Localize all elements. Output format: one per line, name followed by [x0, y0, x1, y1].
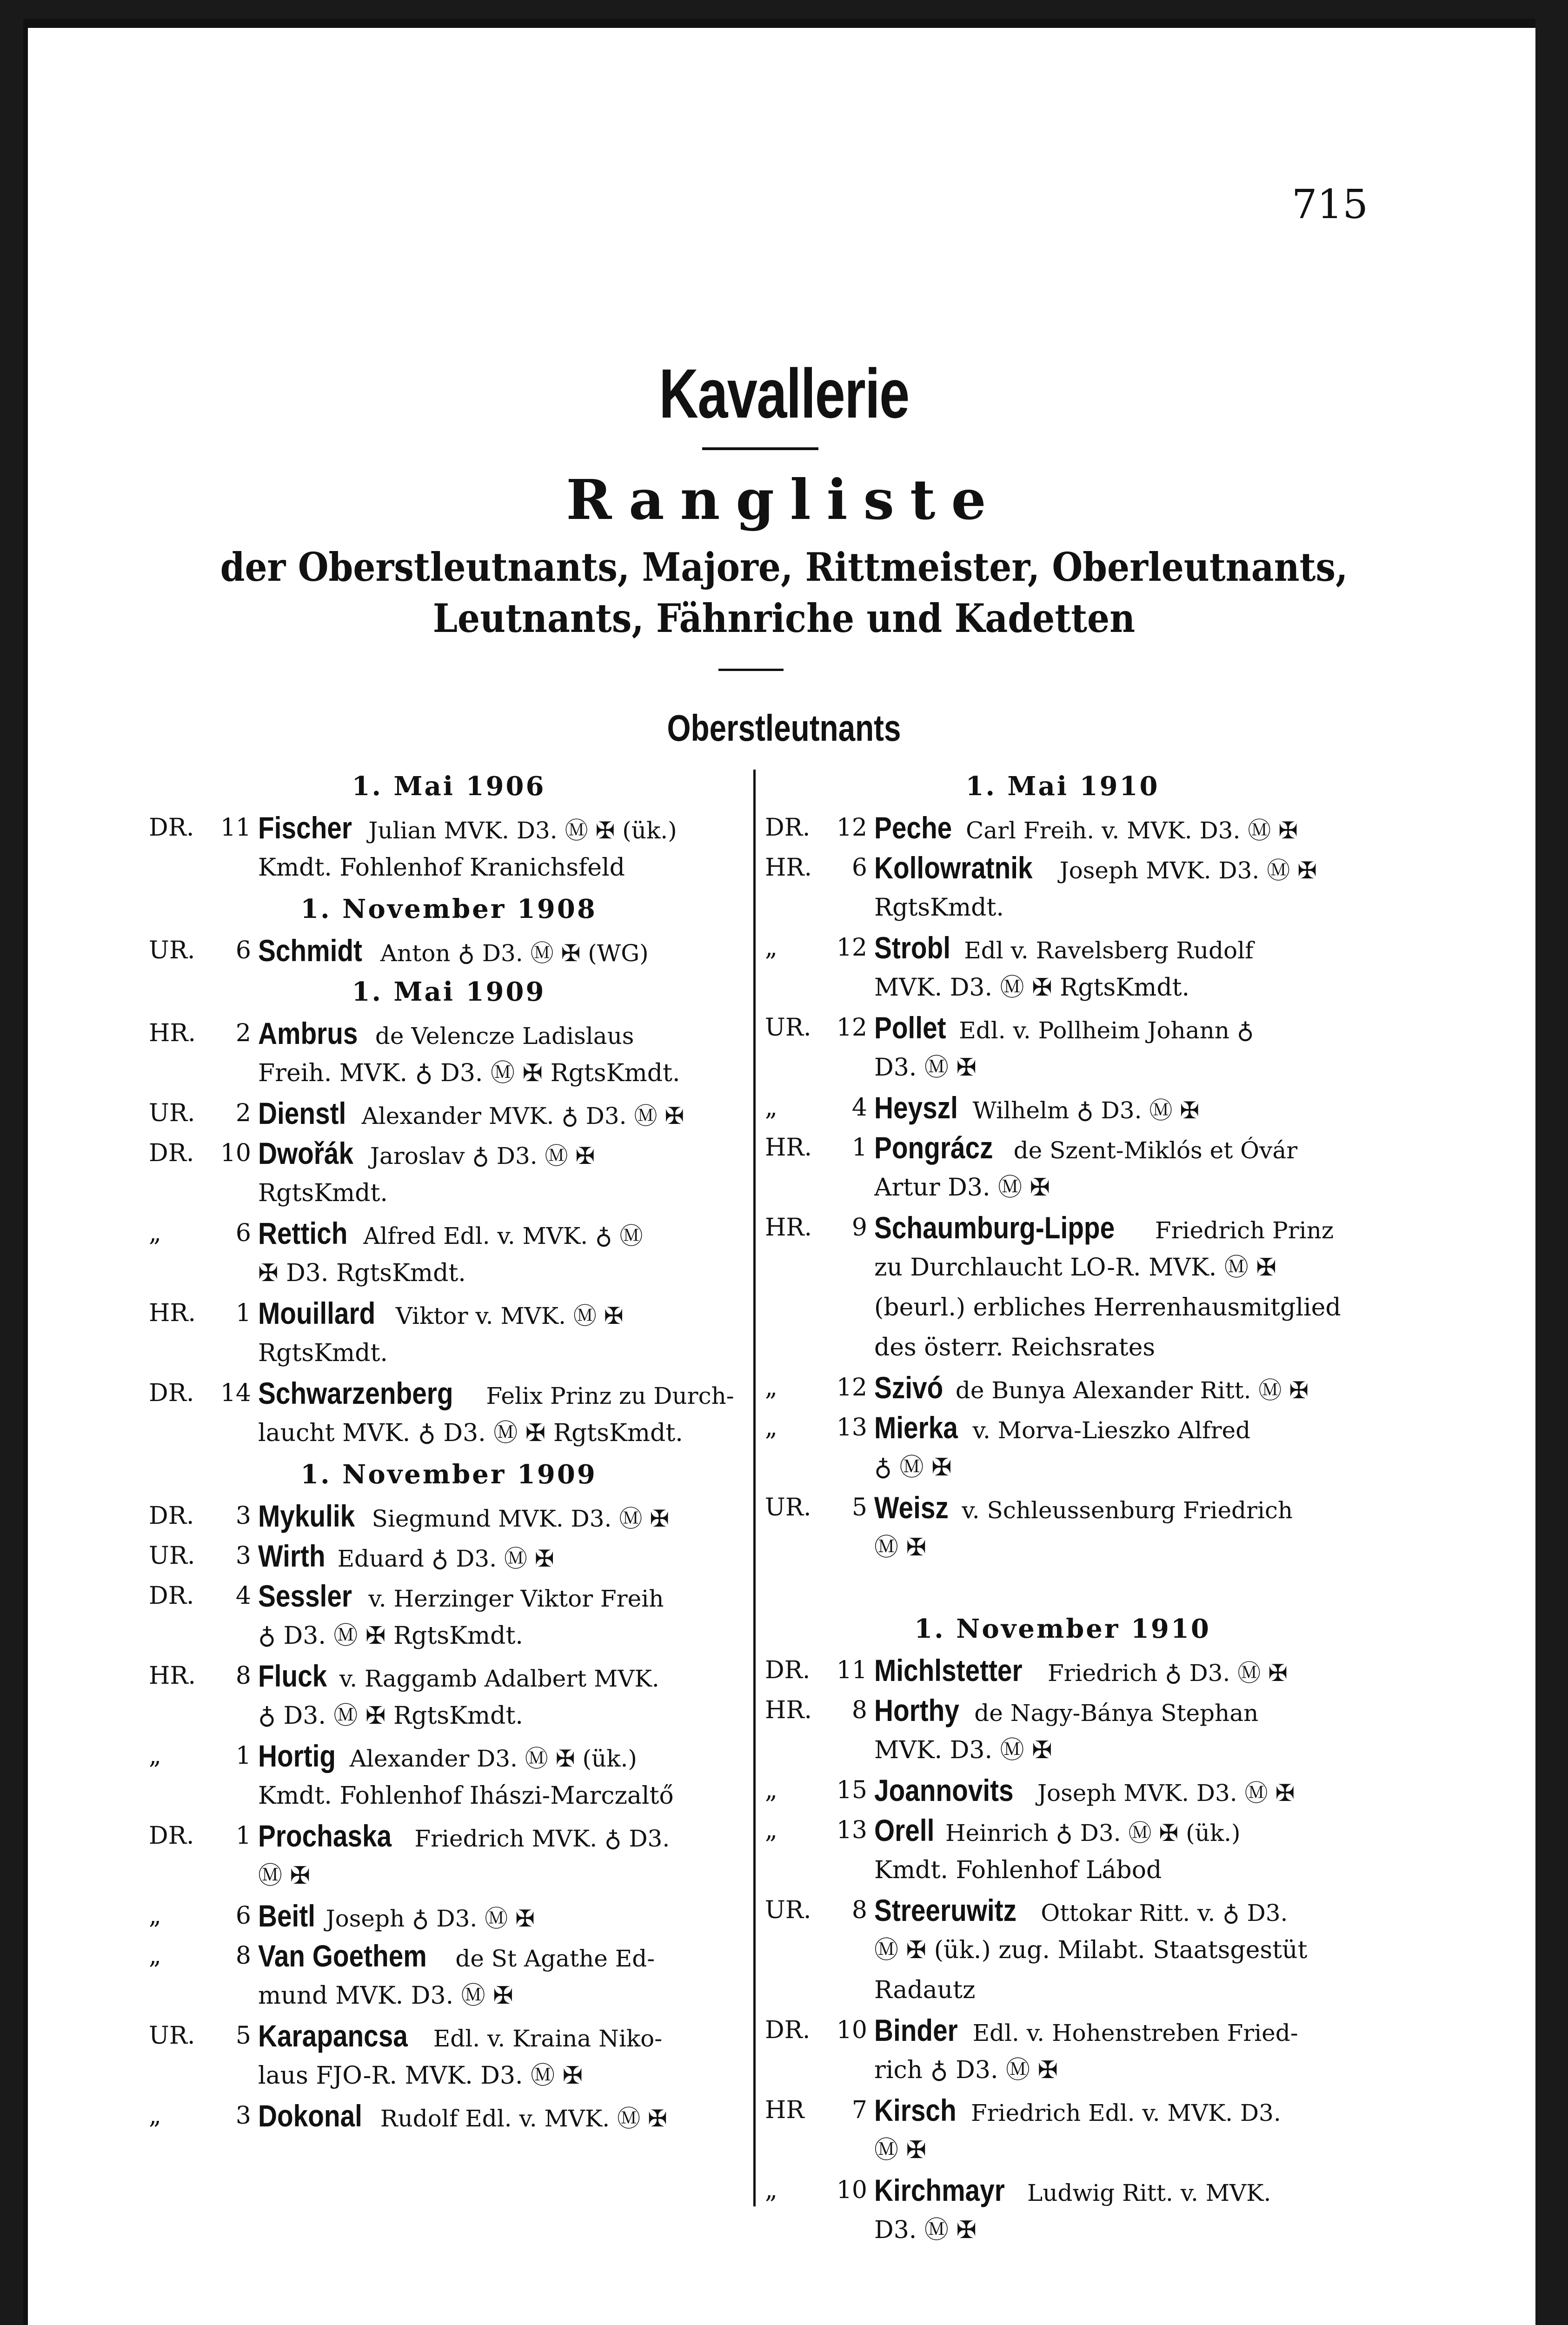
list-entry	[765, 1650, 1360, 1690]
list-entry	[765, 1488, 1360, 1568]
officer-name: Weisz	[874, 1490, 949, 1525]
entry-details: Friedrich Edl. v. MVK. D3.	[970, 2099, 1281, 2126]
regiment-number: 4	[851, 1094, 867, 1122]
list-entry	[149, 1936, 749, 2016]
regiment: UR.	[149, 1099, 195, 1127]
entry-details: Rudolf Edl. v. MVK. Ⓜ ✠	[380, 2105, 667, 2132]
entry-details: de St Agathe Ed-	[455, 1945, 655, 1972]
list-entry	[149, 1293, 749, 1373]
list-entry	[149, 1013, 749, 1093]
entry-details: v. Morva-Lieszko Alfred	[972, 1417, 1251, 1444]
entry-continuation: Ⓜ ✠	[874, 2136, 927, 2164]
left-column	[149, 765, 749, 2136]
officer-name: Orell	[874, 1813, 935, 1847]
regiment: UR.	[149, 2022, 195, 2050]
officer-name: Heyszl	[874, 1090, 958, 1125]
regiment-number: 12	[836, 1374, 867, 1402]
entry-details: Wilhelm ♁ D3. Ⓜ ✠	[972, 1097, 1200, 1124]
entry-continuation: RgtsKmdt.	[258, 1179, 388, 1207]
regiment-number: 9	[851, 1214, 867, 1242]
entry-details: Friedrich ♁ D3. Ⓜ ✠	[1047, 1660, 1288, 1687]
officer-name: Pollet	[874, 1010, 946, 1045]
regiment: „	[765, 2176, 777, 2204]
entry-continuation: RgtsKmdt.	[258, 1339, 388, 1367]
date-heading: 1. November 1910	[914, 1614, 1211, 1644]
entry-continuation: ✠ D3. RgtsKmdt.	[258, 1259, 466, 1287]
list-entry	[765, 1890, 1360, 2010]
regiment: „	[149, 1902, 161, 1930]
regiment-number: 10	[220, 1139, 251, 1167]
entry-details: v. Herzinger Viktor Freih	[368, 1585, 664, 1612]
list-entry	[149, 1896, 749, 1936]
officer-name: Dwořák	[258, 1136, 354, 1170]
officer-name: Hortig	[258, 1739, 336, 1773]
entry-continuation: Artur D3. Ⓜ ✠	[874, 1174, 1050, 1202]
regiment: „	[149, 2102, 161, 2130]
regiment: DR.	[765, 2016, 811, 2044]
entry-details: Julian MVK. D3. Ⓜ ✠ (ük.)	[368, 817, 677, 844]
officer-name: Peche	[874, 810, 952, 845]
entry-continuation: Ⓜ ✠	[874, 1534, 927, 1561]
entry-details: v. Schleussenburg Friedrich	[962, 1497, 1293, 1524]
officer-name: Karapancsa	[258, 2019, 408, 2053]
subheading-line-1: der Oberstleutnants, Majore, Rittmeister, Oberleutnants,	[220, 544, 1348, 590]
entry-continuation: rich ♁ D3. Ⓜ ✠	[874, 2056, 1058, 2084]
regiment: DR.	[149, 1582, 194, 1610]
scan-border-top	[0, 0, 1568, 19]
regiment-number: 13	[836, 1414, 867, 1442]
entry-details: Alexander D3. Ⓜ ✠ (ük.)	[349, 1745, 637, 1772]
list-entry	[765, 2170, 1360, 2250]
regiment-number: 2	[235, 1019, 251, 1047]
entry-continuation: MVK. D3. Ⓜ ✠	[874, 1736, 1052, 1764]
entry-details: Alfred Edl. v. MVK. ♁ Ⓜ	[363, 1222, 643, 1249]
regiment-number: 6	[851, 854, 867, 882]
entry-continuation: Kmdt. Fohlenhof Kranichsfeld	[258, 854, 625, 882]
entry-details: Alexander MVK. ♁ D3. Ⓜ ✠	[361, 1103, 684, 1129]
regiment-number: 4	[235, 1582, 251, 1610]
officer-name: Mouillard	[258, 1296, 376, 1330]
entry-details: Heinrich ♁ D3. Ⓜ ✠ (ük.)	[945, 1820, 1241, 1847]
list-entry	[149, 1536, 749, 1576]
list-entry	[149, 1093, 749, 1133]
officer-name: Szivó	[874, 1370, 943, 1405]
entry-continuation: Kmdt. Fohlenhof Ihászi-Marczaltő	[258, 1782, 674, 1810]
regiment-number: 3	[235, 1542, 251, 1570]
officer-name: Dienstl	[258, 1096, 346, 1130]
regiment-number: 6	[235, 1219, 251, 1247]
regiment-number: 8	[851, 1896, 867, 1924]
list-entry	[149, 930, 749, 970]
entry-continuation: Freih. MVK. ♁ D3. Ⓜ ✠ RgtsKmdt.	[258, 1059, 680, 1087]
officer-name: Strobl	[874, 930, 950, 965]
regiment: „	[765, 934, 777, 962]
regiment-number: 13	[836, 1816, 867, 1844]
officer-name: Schmidt	[258, 933, 362, 968]
officer-name: Kirchmayr	[874, 2173, 1005, 2207]
list-entry	[149, 1496, 749, 1536]
officer-name: Rettich	[258, 1216, 348, 1250]
regiment: „	[765, 1414, 777, 1442]
list-entry	[765, 1128, 1360, 1208]
officer-name: Joannovits	[874, 1773, 1014, 1807]
right-column	[765, 765, 1360, 2250]
entry-continuation: D3. Ⓜ ✠	[874, 1054, 977, 1082]
entry-details: Joseph MVK. D3. Ⓜ ✠	[1037, 1780, 1295, 1807]
officer-name: Sessler	[258, 1579, 352, 1613]
entry-details: Siegmund MVK. D3. Ⓜ ✠	[372, 1505, 670, 1532]
officer-name: Kirsch	[874, 2093, 957, 2127]
entry-continuation: Ⓜ ✠	[258, 1862, 311, 1890]
officer-name: Streeruwitz	[874, 1893, 1017, 1927]
entry-details: Edl. v. Hohenstreben Fried-	[972, 2019, 1298, 2046]
entry-details: Anton ♁ D3. Ⓜ ✠ (WG)	[380, 940, 649, 967]
entry-details: de Szent-Miklós et Óvár	[1013, 1137, 1298, 1164]
subheading-line-2: Leutnants, Fähnriche und Kadetten	[432, 595, 1136, 641]
regiment-number: 3	[235, 2102, 251, 2130]
officer-name: Wirth	[258, 1539, 326, 1573]
list-entry	[149, 1816, 749, 1896]
officer-name: Fluck	[258, 1659, 327, 1693]
list-entry	[149, 1736, 749, 1816]
regiment-number: 11	[836, 1656, 867, 1684]
regiment-number: 12	[836, 934, 867, 962]
officer-name: Binder	[874, 2013, 958, 2047]
entry-details: Edl. v. Kraina Niko-	[433, 2025, 663, 2052]
list-entry	[765, 1770, 1360, 1810]
entry-continuation: des österr. Reichsrates	[874, 1334, 1156, 1362]
entry-continuation: ♁ D3. Ⓜ ✠ RgtsKmdt.	[258, 1702, 523, 1730]
subheading-rule	[718, 669, 784, 671]
entry-continuation: MVK. D3. Ⓜ ✠ RgtsKmdt.	[874, 974, 1190, 1002]
list-entry	[765, 1810, 1360, 1890]
entry-continuation: laus FJO-R. MVK. D3. Ⓜ ✠	[258, 2062, 583, 2090]
list-entry	[149, 1576, 749, 1656]
scan-border-left	[0, 0, 23, 2325]
entry-details: Jaroslav ♁ D3. Ⓜ ✠	[370, 1143, 595, 1169]
officer-name: Ambrus	[258, 1016, 358, 1050]
regiment-number: 2	[235, 1099, 251, 1127]
list-entry	[765, 2090, 1360, 2170]
regiment-number: 6	[235, 937, 251, 964]
regiment-number: 7	[851, 2096, 867, 2124]
entry-continuation: D3. Ⓜ ✠	[874, 2216, 977, 2244]
regiment-number: 12	[836, 814, 867, 842]
regiment-number: 1	[235, 1299, 251, 1327]
entry-details: de Nagy-Bánya Stephan	[974, 1700, 1259, 1727]
regiment: „	[765, 1816, 777, 1844]
list-entry	[149, 1373, 749, 1453]
regiment: „	[149, 1942, 161, 1970]
officer-name: Beitl	[258, 1899, 316, 1933]
entry-continuation: zu Durchlaucht LO-R. MVK. Ⓜ ✠	[874, 1254, 1276, 1282]
entry-continuation: Ⓜ ✠ (ük.) zug. Milabt. Staatsgestüt	[874, 1936, 1308, 1964]
entry-details: Edl. v. Pollheim Johann ♁	[959, 1017, 1254, 1044]
regiment: UR.	[149, 1542, 195, 1570]
list-entry	[149, 1133, 749, 1213]
entry-continuation: ♁ D3. Ⓜ ✠ RgtsKmdt.	[258, 1622, 523, 1650]
officer-name: Kollowratnik	[874, 850, 1033, 885]
list-entry	[765, 1088, 1360, 1128]
entry-details: Joseph ♁ D3. Ⓜ ✠	[326, 1905, 535, 1932]
officer-name: Horthy	[874, 1693, 959, 1727]
regiment: HR	[765, 2096, 804, 2124]
entry-details: Friedrich Prinz	[1155, 1217, 1334, 1244]
list-entry	[149, 1213, 749, 1293]
list-entry	[765, 928, 1360, 1008]
list-entry	[149, 2016, 749, 2096]
regiment: HR.	[765, 1214, 812, 1242]
regiment-number: 1	[851, 1134, 867, 1162]
list-entry	[765, 1368, 1360, 1408]
entry-details: Carl Freih. v. MVK. D3. Ⓜ ✠	[966, 817, 1298, 844]
regiment-number: 8	[851, 1696, 867, 1724]
scan-border-right	[1535, 0, 1568, 2325]
list-entry	[765, 1208, 1360, 1368]
entry-continuation: Kmdt. Fohlenhof Lábod	[874, 1856, 1162, 1884]
regiment-number: 8	[235, 1662, 251, 1690]
officer-name: Van Goethem	[258, 1939, 427, 1973]
regiment-number: 12	[836, 1014, 867, 1042]
entry-details: v. Raggamb Adalbert MVK.	[339, 1665, 659, 1692]
regiment: „	[765, 1374, 777, 1402]
entry-details: de Bunya Alexander Ritt. Ⓜ ✠	[955, 1377, 1309, 1404]
entry-continuation: RgtsKmdt.	[874, 894, 1004, 922]
officer-name: Prochaska	[258, 1819, 392, 1853]
list-entry	[149, 808, 749, 888]
officer-name: Mierka	[874, 1410, 958, 1445]
section-title: Oberstleutnants	[667, 707, 901, 749]
regiment: DR.	[149, 1502, 194, 1530]
regiment-number: 5	[235, 2022, 251, 2050]
list-entry	[149, 1656, 749, 1736]
date-heading: 1. Mai 1909	[352, 976, 546, 1007]
regiment-number: 15	[836, 1776, 867, 1804]
regiment-number: 10	[836, 2176, 867, 2204]
officer-name: Pongrácz	[874, 1130, 993, 1165]
entry-details: Felix Prinz zu Durch-	[486, 1382, 734, 1409]
regiment: UR.	[149, 937, 195, 964]
list-entry	[765, 1008, 1360, 1088]
list-heading: Rangliste	[566, 467, 1002, 532]
date-heading: 1. Mai 1910	[965, 771, 1160, 802]
entry-details: Viktor v. MVK. Ⓜ ✠	[395, 1302, 624, 1329]
officer-name: Fischer	[258, 810, 352, 845]
column-divider	[753, 770, 756, 2206]
regiment: „	[765, 1094, 777, 1122]
regiment: DR.	[149, 1822, 194, 1850]
regiment-number: 8	[235, 1942, 251, 1970]
regiment-number: 14	[220, 1379, 251, 1407]
entry-details: Joseph MVK. D3. Ⓜ ✠	[1059, 857, 1317, 884]
regiment: HR.	[149, 1662, 196, 1690]
regiment: „	[765, 1776, 777, 1804]
regiment: „	[149, 1219, 161, 1247]
officer-name: Mykulik	[258, 1499, 355, 1533]
regiment-number: 6	[235, 1902, 251, 1930]
list-entry	[765, 2010, 1360, 2090]
regiment: DR.	[149, 1139, 194, 1167]
regiment-number: 3	[235, 1502, 251, 1530]
regiment: HR.	[149, 1299, 196, 1327]
entry-details: Ludwig Ritt. v. MVK.	[1027, 2179, 1271, 2206]
list-entry	[765, 1690, 1360, 1770]
regiment-number: 10	[836, 2016, 867, 2044]
date-heading: 1. November 1908	[300, 894, 597, 924]
date-heading: 1. November 1909	[300, 1459, 597, 1490]
list-entry	[765, 808, 1360, 848]
entry-continuation: Radautz	[874, 1976, 976, 2004]
regiment-number: 1	[235, 1742, 251, 1770]
officer-name: Schwarzenberg	[258, 1376, 453, 1410]
regiment: HR.	[765, 1134, 812, 1162]
regiment: UR.	[765, 1896, 811, 1924]
regiment: UR.	[765, 1494, 811, 1521]
page-title: Kavallerie	[659, 354, 909, 432]
list-entry	[765, 1408, 1360, 1488]
regiment: DR.	[149, 1379, 194, 1407]
entry-details: Eduard ♁ D3. Ⓜ ✠	[337, 1545, 554, 1572]
entry-continuation: laucht MVK. ♁ D3. Ⓜ ✠ RgtsKmdt.	[258, 1419, 683, 1447]
regiment: DR.	[149, 814, 194, 842]
regiment: HR.	[765, 1696, 812, 1724]
regiment: DR.	[765, 1656, 811, 1684]
list-entry	[765, 848, 1360, 928]
officer-name: Schaumburg-Lippe	[874, 1210, 1115, 1245]
regiment: HR.	[765, 854, 812, 882]
entry-continuation: ♁ Ⓜ ✠	[874, 1454, 952, 1481]
date-heading: 1. Mai 1906	[352, 771, 546, 802]
officer-name: Michlstetter	[874, 1653, 1023, 1687]
entry-details: de Velencze Ladislaus	[375, 1023, 634, 1050]
page-number: 715	[1291, 181, 1368, 228]
regiment: UR.	[765, 1014, 811, 1042]
regiment-number: 1	[235, 1822, 251, 1850]
entry-details: Friedrich MVK. ♁ D3.	[414, 1825, 670, 1852]
regiment-number: 5	[851, 1494, 867, 1521]
regiment: HR.	[149, 1019, 196, 1047]
title-rule	[702, 447, 818, 450]
entry-continuation: (beurl.) erbliches Herrenhausmitglied	[874, 1294, 1341, 1322]
officer-name: Dokonal	[258, 2099, 362, 2133]
regiment: „	[149, 1742, 161, 1770]
entry-details: Edl v. Ravelsberg Rudolf	[964, 937, 1254, 964]
regiment: DR.	[765, 814, 811, 842]
regiment-number: 11	[220, 814, 251, 842]
entry-continuation: mund MVK. D3. Ⓜ ✠	[258, 1982, 513, 2010]
list-entry	[149, 2096, 749, 2136]
entry-details: Ottokar Ritt. v. ♁ D3.	[1041, 1900, 1288, 1926]
